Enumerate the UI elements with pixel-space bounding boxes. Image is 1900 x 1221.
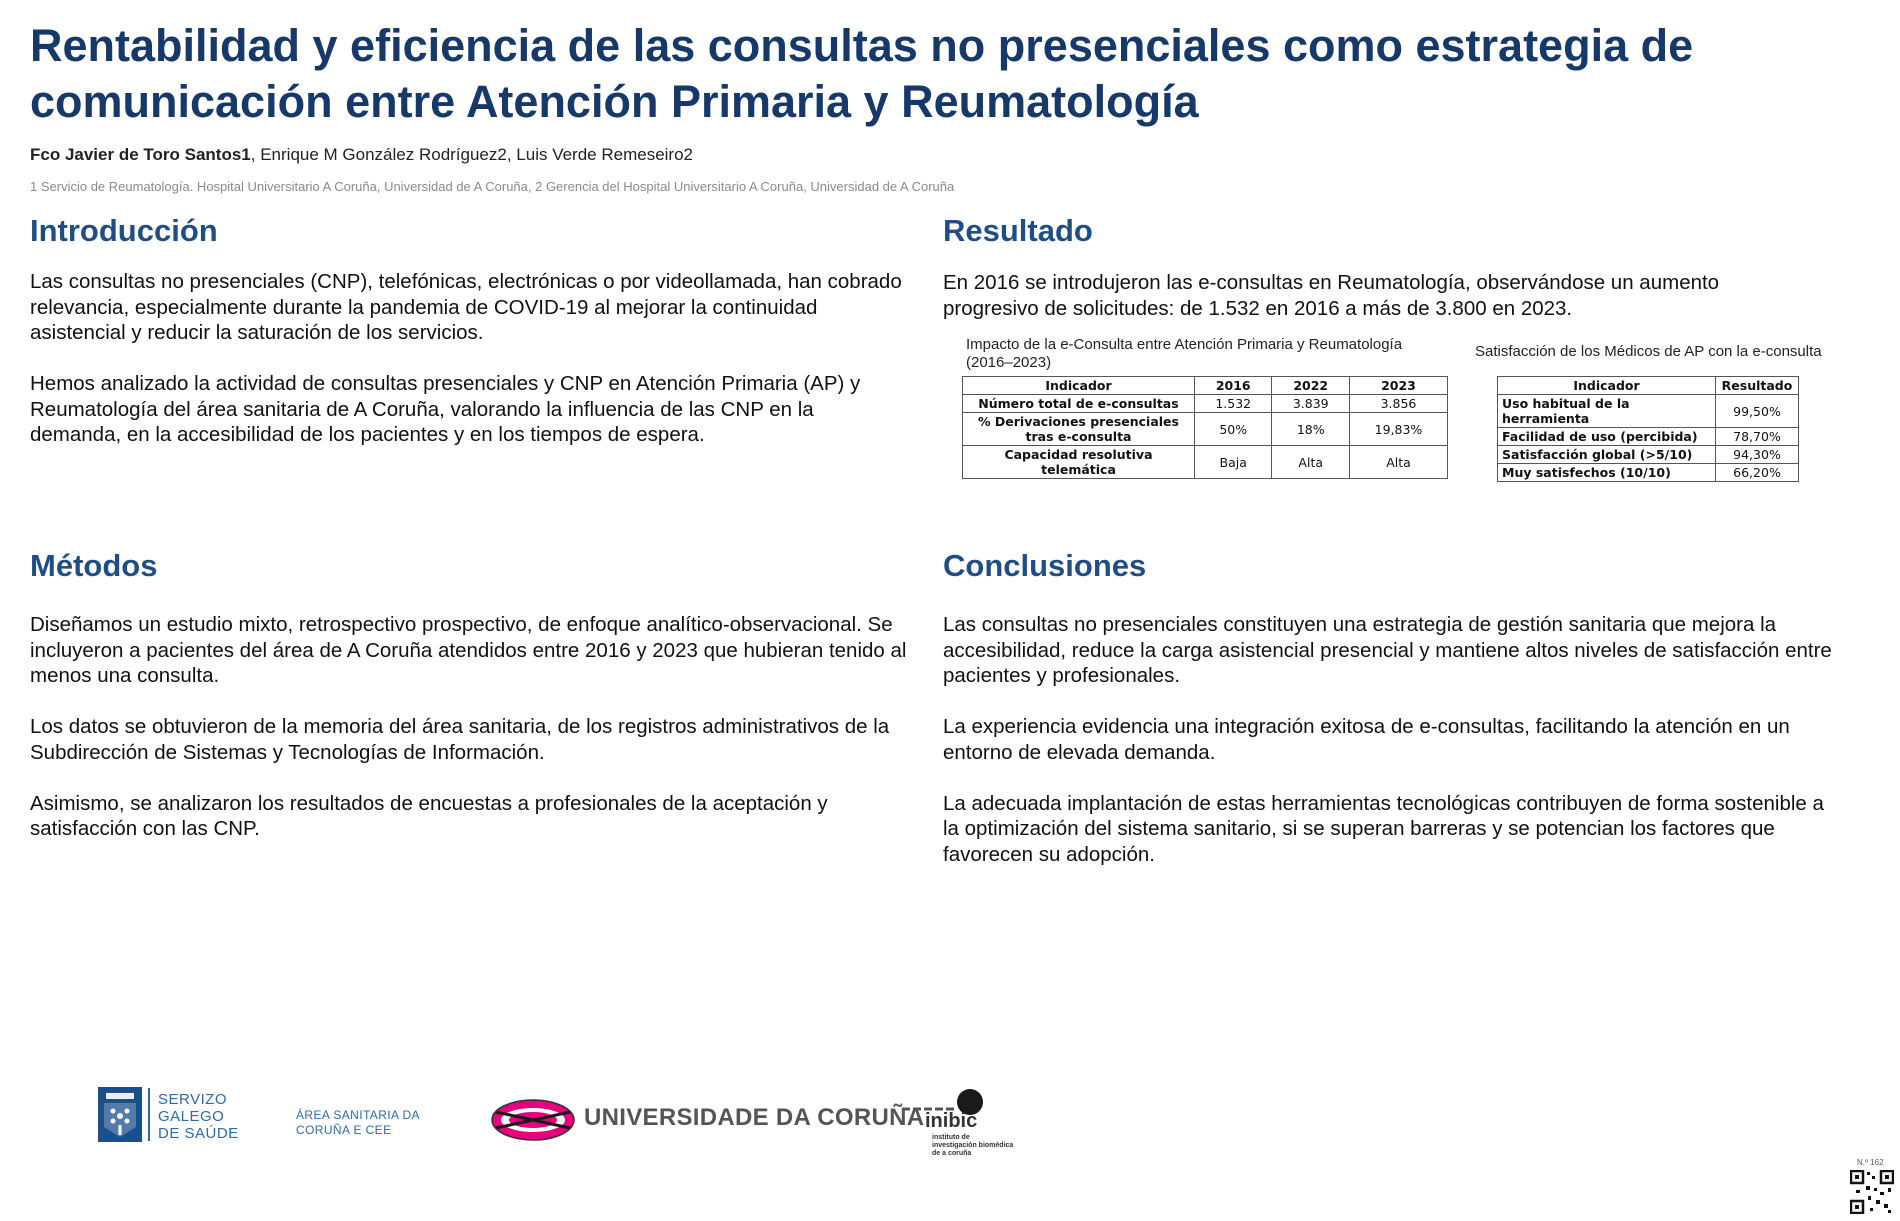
inibic-subtitle [932, 1134, 1013, 1158]
table1-caption: Impacto de la e-Consulta entre Atención Primaria y Reumatología (2016–2023) [966, 336, 1403, 371]
area-line: CORUÑA E CEE [296, 1123, 392, 1137]
table-row [1498, 395, 1799, 428]
table-cell: Muy satisfechos (10/10) [1498, 464, 1716, 482]
table-row [963, 446, 1448, 479]
table-cell: Satisfacción global (>5/10) [1498, 446, 1716, 464]
sgs-line: SERVIZO [158, 1091, 228, 1108]
intro-heading: Introducción [30, 213, 218, 248]
affiliations: 1 Servicio de Reumatología. Hospital Universitario A Coruña, Universidad de A Coruña, 2 Gerencia del Hospital Universitario A Coruña, Universidad de A Coruña [30, 179, 955, 194]
econsulta-impact-table [962, 376, 1448, 479]
table-header: 2022 [1272, 377, 1349, 395]
conclusions-paragraph-2: La experiencia evidencia una integración exitosa de e-consultas, facilitando la atención en un entorno de elevada demanda. [943, 715, 1790, 764]
table-cell: 19,83% [1349, 413, 1447, 446]
intro-body [30, 269, 910, 473]
area-line: ÁREA SANITARIA DA [296, 1108, 420, 1122]
qr-code-icon [1850, 1170, 1894, 1214]
table-cell: Capacidad resolutiva telemática [963, 446, 1195, 479]
table2-caption: Satisfacción de los Médicos de AP con la e-consulta [1475, 343, 1822, 360]
sgs-wordmark [158, 1091, 239, 1142]
table-cell: Número total de e-consultas [963, 395, 1195, 413]
table-cell: 3.856 [1349, 395, 1447, 413]
methods-body [30, 612, 910, 867]
results-paragraph-1: En 2016 se introdujeron las e-consultas en Reumatología, observándose un aumento progresivo de solicitudes: de 1.532 en 2016 a más de 3.800 en 2023. [943, 271, 1720, 320]
table-cell: Facilidad de uso (percibida) [1498, 428, 1716, 446]
udc-logo-icon [490, 1098, 576, 1142]
table-cell: Baja [1195, 446, 1272, 479]
table-cell: Alta [1272, 446, 1349, 479]
intro-paragraph-2: Hemos analizado la actividad de consultas presenciales y CNP en Atención Primaria (AP) y Reumatología del área sanitaria de A Coruña, valorando la influencia de las CNP en la demanda, en la accesibilidad de los pacientes y en los tiempos de espera. [30, 372, 861, 446]
udc-wordmark: UNIVERSIDADE DA CORUÑA [584, 1104, 925, 1131]
table-row [963, 413, 1448, 446]
table-header: Indicador [963, 377, 1195, 395]
inibic-sub-line: de a coruña [932, 1150, 972, 1157]
sgs-line: DE SAÚDE [158, 1125, 239, 1142]
table-header: 2016 [1195, 377, 1272, 395]
conclusions-paragraph-1: Las consultas no presenciales constituyen una estrategia de gestión sanitaria que mejora la accesibilidad, reduce la carga asistencial presencial y mantiene altos niveles de satisfacción entre pacientes y profesionales. [943, 613, 1832, 687]
sgs-divider [148, 1088, 150, 1141]
sgs-line: GALEGO [158, 1108, 225, 1125]
table-header-row [963, 377, 1448, 395]
table-header: Indicador [1498, 377, 1716, 395]
table-cell: 94,30% [1716, 446, 1799, 464]
table-row [1498, 446, 1799, 464]
authors [30, 145, 693, 165]
methods-heading: Métodos [30, 548, 158, 583]
table-cell: 1.532 [1195, 395, 1272, 413]
conclusions-paragraph-3: La adecuada implantación de estas herramientas tecnológicas contribuyen de forma sostenible a la optimización del sistema sanitario, si se superan barreras y se potencian los factores que favorecen su adopción. [943, 791, 1824, 866]
other-authors: , Enrique M González Rodríguez2, Luis Verde Remeseiro2 [250, 145, 693, 164]
table-cell: 99,50% [1716, 395, 1799, 428]
methods-paragraph-3: Asimismo, se analizaron los resultados de encuestas a profesionales de la aceptación y satisfacción con las CNP. [30, 791, 828, 840]
methods-paragraph-2: Los datos se obtuvieron de la memoria del área sanitaria, de los registros administrativos de la Subdirección de Sistemas y Tecnologías de Información. [30, 715, 890, 764]
table-header: Resultado [1716, 377, 1799, 395]
table-cell: 3.839 [1272, 395, 1349, 413]
conclusions-body [943, 612, 1833, 893]
inibic-sub-line: investigación biomédica [932, 1142, 1014, 1149]
table-cell: Uso habitual de la herramienta [1498, 395, 1716, 428]
conclusions-heading: Conclusiones [943, 548, 1147, 583]
table-header-row [1498, 377, 1799, 395]
table-cell: 18% [1272, 413, 1349, 446]
area-sanitaria-wordmark [296, 1108, 420, 1138]
poster-title: Rentabilidad y eficiencia de las consultas no presenciales como estrategia de comunicación entre Atención Primaria y Reumatología [30, 20, 1694, 127]
table-row [1498, 428, 1799, 446]
table-cell: % Derivaciones presenciales tras e-consulta [963, 413, 1195, 446]
table-header: 2023 [1349, 377, 1447, 395]
inibic-wordmark: inibic [925, 1110, 978, 1132]
table-cell: Alta [1349, 446, 1447, 479]
inibic-sub-line: instituto de [932, 1134, 970, 1141]
first-author: Fco Javier de Toro Santos1 [30, 145, 251, 164]
table-row [963, 395, 1448, 413]
methods-paragraph-1: Diseñamos un estudio mixto, retrospectivo prospectivo, de enfoque analítico-observacional. Se incluyeron a pacientes del área de A Coruña atendidos entre 2016 y 2023 que hubieran tenido al menos una consulta. [30, 613, 907, 687]
servizo-galego-de-saude-crest-icon [98, 1087, 142, 1142]
table-cell: 78,70% [1716, 428, 1799, 446]
poster-number: N.º 162 [1857, 1158, 1884, 1167]
table-cell: 50% [1195, 413, 1272, 446]
results-heading: Resultado [943, 213, 1093, 248]
table-row [1498, 464, 1799, 482]
table-cell: 66,20% [1716, 464, 1799, 482]
intro-paragraph-1: Las consultas no presenciales (CNP), telefónicas, electrónicas o por videollamada, han cobrado relevancia, especialmente durante la pandemia de COVID-19 al mejorar la continuidad asistencial y reducir la saturación de los servicios. [30, 270, 902, 344]
ap-satisfaction-table [1497, 376, 1799, 482]
